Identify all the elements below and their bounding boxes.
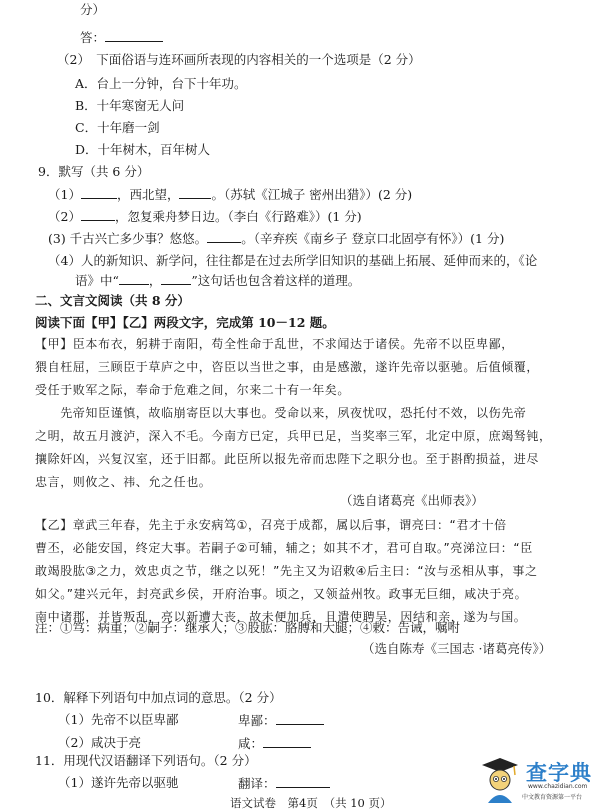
q9-title: 9．默写（共 6 分） xyxy=(38,164,150,179)
q9-line3: (3) 千古兴亡多少事？悠悠。 。（辛弃疾《南乡子 登京口北固亭有怀》）(1 分) xyxy=(48,231,505,246)
q9-blank-4[interactable] xyxy=(207,230,241,243)
answer-line xyxy=(80,29,163,46)
q11-title: 11．用现代汉语翻译下列语句。（2 分） xyxy=(35,753,257,768)
yi-source: （选自陈寿《三国志 ·诸葛亮传》） xyxy=(362,641,552,656)
jia-line-7: 忠言，则攸之、祎、允之任也。 xyxy=(35,475,212,489)
q11-item-1: （1）遂许先帝以驱驰 xyxy=(58,775,179,790)
answer-label: 答： xyxy=(80,30,106,45)
jia-line-5: 之明，故五月渡泸，深入不毛。今南方已定，兵甲已足，当奖率三军，北定中原，庶竭驽钝， xyxy=(35,429,552,443)
section2-instruction: 阅读下面【甲】【乙】两段文字，完成第 10－12 题。 xyxy=(35,315,335,330)
q8-option-b: B．十年寒窗无人问 xyxy=(75,98,185,113)
q10-blank-2[interactable] xyxy=(263,735,311,748)
q11-blank-1[interactable] xyxy=(276,775,330,788)
q9-line4a: （4）人的新知识、新学问，往往都是在过去所学旧知识的基础上拓展、延伸而来的，《论 xyxy=(48,253,538,268)
q10-blank-1[interactable] xyxy=(276,712,324,725)
jia-line-1: 【甲】臣本布衣，躬耕于南阳，苟全性命于乱世，不求闻达于诸侯。先帝不以臣卑鄙， xyxy=(35,337,514,351)
q9-blank-6[interactable] xyxy=(161,272,191,285)
q8-option-c: C．十年磨一剑 xyxy=(75,120,160,135)
q9-blank-3[interactable] xyxy=(81,208,115,221)
q9-blank-5[interactable] xyxy=(119,272,149,285)
q10-item-1: （1）先帝不以臣卑鄙 xyxy=(58,712,179,727)
watermark-subtitle: 中文教育资源第一平台 xyxy=(522,794,583,801)
yi-line-2: 曹丕，必能安国，终定大事。若嗣子②可辅，辅之；如其不才，君可自取。”亮涕泣曰：“臣 xyxy=(35,541,533,555)
fen-tail: 分） xyxy=(80,2,106,17)
q8-option-d: D．十年树木，百年树人 xyxy=(75,142,211,157)
jia-line-3: 受任于败军之际，奉命于危难之间，尔来二十有一年矣。 xyxy=(35,383,351,397)
q10-title: 10．解释下列语句中加点词的意思。（2 分） xyxy=(35,690,282,705)
watermark-title: 查字典 xyxy=(526,761,592,785)
yi-line-5: 南中诸郡，并皆叛乱，亮以新遭大丧，故未便加兵，且遣使聘吴，因结和亲，遂为与国。 xyxy=(35,610,527,624)
yi-line-3: 敢竭股肱③之力，效忠贞之节，继之以死！”先主又为诏敕④后主曰：“汝与丞相从事，事之 xyxy=(35,564,538,578)
q11-answer-1: 翻译： xyxy=(238,775,330,792)
notes: 注：①笃：病重；②嗣子：继承人；③股肱：胳膊和大腿；④敕：告诫，嘱咐 xyxy=(35,620,461,635)
q8-2-stem: （2） 下面俗语与连环画所表现的内容相关的一个选项是（2 分） xyxy=(57,52,421,67)
q9-blank-1[interactable] xyxy=(81,186,117,199)
q9-blank-2[interactable] xyxy=(179,186,211,199)
jia-line-2: 猥自枉屈，三顾臣于草庐之中，咨臣以当世之事，由是感激，遂许先帝以驱驰。后值倾覆， xyxy=(35,360,540,374)
jia-source: （选自诸葛亮《出师表》） xyxy=(340,493,484,508)
q9-line1: （1） ，西北望， 。（苏轼《江城子 密州出猎》）(2 分) xyxy=(48,187,413,202)
jia-line-4: 先帝知臣谨慎，故临崩寄臣以大事也。受命以来，夙夜忧叹，恐托付不效，以伤先帝 xyxy=(35,406,527,420)
section2-title: 二、文言文阅读（共 8 分） xyxy=(35,293,190,308)
q9-line2: （2） ，忽复乘舟梦日边。（李白《行路难》）(1 分) xyxy=(48,209,362,224)
q10-answer-1: 卑鄙： xyxy=(238,712,324,729)
watermark-logo xyxy=(478,755,596,805)
q9-line4b: 语》中“ ， ”这句话也包含着这样的道理。 xyxy=(75,273,361,288)
jia-line-6: 攘除奸凶，兴复汉室，还于旧都。此臣所以报先帝而忠陛下之职分也。至于斟酌损益，进尽 xyxy=(35,452,540,466)
yi-line-1: 【乙】章武三年春，先主于永安病笃①，召亮于成都，属以后事，谓亮曰：“君才十倍 xyxy=(35,518,507,532)
graduate-mascot-icon xyxy=(478,755,522,805)
q10-item-2: （2）咸决于亮 xyxy=(58,735,141,750)
watermark-url: www.chazidian.com xyxy=(528,783,588,790)
q8-option-a: A．台上一分钟，台下十年功。 xyxy=(75,76,247,91)
q10-answer-2: 咸： xyxy=(238,735,311,752)
page-footer: 语文试卷 第4页 （共 10 页） xyxy=(230,796,392,810)
answer-blank[interactable] xyxy=(105,29,163,42)
yi-line-4: 如父。”建兴元年，封亮武乡侯，开府治事。顷之，又领益州牧。政事无巨细，咸决于亮。 xyxy=(35,587,528,601)
